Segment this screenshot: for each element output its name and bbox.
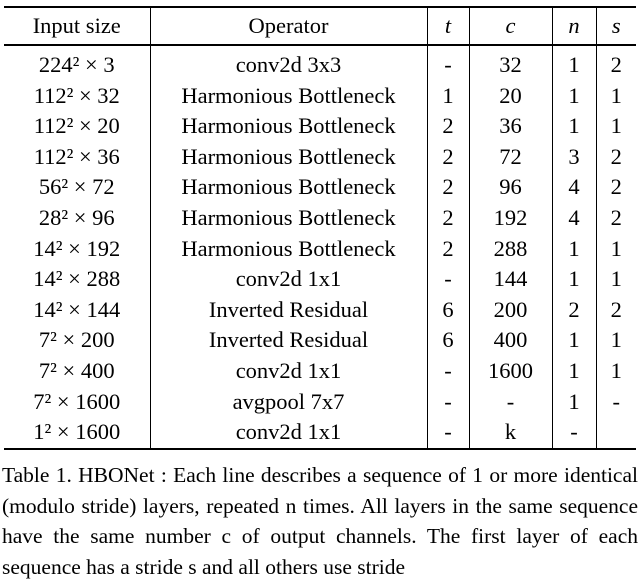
architecture-table bbox=[4, 6, 636, 450]
cell-input-size: 14² × 192 bbox=[4, 234, 150, 265]
table-row bbox=[4, 356, 636, 387]
table-row bbox=[4, 142, 636, 173]
cell-t: 1 bbox=[427, 81, 469, 112]
table-row bbox=[4, 203, 636, 234]
cell-c: 20 bbox=[469, 81, 552, 112]
cell-n: 4 bbox=[552, 203, 596, 234]
cell-operator: Harmonious Bottleneck bbox=[150, 81, 427, 112]
cell-n: 1 bbox=[552, 45, 596, 81]
cell-s: 1 bbox=[610, 266, 622, 292]
table-body bbox=[4, 45, 636, 449]
cell-s: 1 bbox=[610, 327, 622, 353]
cell-c: 200 bbox=[469, 295, 552, 326]
cell-input-size: 1² × 1600 bbox=[4, 417, 150, 449]
table-row bbox=[4, 45, 636, 81]
cell-n: 1 bbox=[552, 387, 596, 418]
table-caption: Table 1. HBONet : Each line describes a sequence of 1 or more identical (modulo stride) layers, repeated n times. All layers in the same sequence have the same number c of output channels. The first layer of each sequence has a stride s and all others use stride bbox=[2, 463, 638, 579]
cell-c: 72 bbox=[469, 142, 552, 173]
cell-input-size: 56² × 72 bbox=[4, 172, 150, 203]
cell-operator: Harmonious Bottleneck bbox=[150, 111, 427, 142]
cell-operator: Harmonious Bottleneck bbox=[150, 234, 427, 265]
cell-n: 1 bbox=[552, 81, 596, 112]
cell-c: 192 bbox=[469, 203, 552, 234]
cell-operator: conv2d 1x1 bbox=[150, 356, 427, 387]
cell-operator: conv2d 1x1 bbox=[150, 264, 427, 295]
table-row bbox=[4, 417, 636, 449]
cell-operator: Harmonious Bottleneck bbox=[150, 172, 427, 203]
cell-n: - bbox=[552, 417, 596, 449]
cell-c: - bbox=[469, 387, 552, 418]
cell-c: 36 bbox=[469, 111, 552, 142]
cell-n: 2 bbox=[552, 295, 596, 326]
cell-input-size: 112² × 32 bbox=[4, 81, 150, 112]
table-row bbox=[4, 111, 636, 142]
cell-t: - bbox=[427, 417, 469, 449]
cell-operator: Harmonious Bottleneck bbox=[150, 203, 427, 234]
table-row bbox=[4, 234, 636, 265]
cell-s: 2 bbox=[610, 204, 622, 230]
cell-t: 2 bbox=[427, 172, 469, 203]
header-n: n bbox=[552, 7, 596, 45]
cell-n: 1 bbox=[552, 264, 596, 295]
table-header-row bbox=[4, 7, 636, 45]
table-row bbox=[4, 264, 636, 295]
cell-c: 32 bbox=[469, 45, 552, 81]
table-row bbox=[4, 295, 636, 326]
cell-c: k bbox=[469, 417, 552, 449]
cell-c: 96 bbox=[469, 172, 552, 203]
table-row bbox=[4, 387, 636, 418]
cell-input-size: 14² × 144 bbox=[4, 295, 150, 326]
cell-operator: Inverted Residual bbox=[150, 325, 427, 356]
cell-operator: conv2d 1x1 bbox=[150, 417, 427, 449]
cell-input-size: 7² × 1600 bbox=[4, 387, 150, 418]
cell-n: 1 bbox=[552, 356, 596, 387]
cell-t: - bbox=[427, 264, 469, 295]
architecture-table-container bbox=[4, 6, 636, 450]
cell-input-size: 14² × 288 bbox=[4, 264, 150, 295]
cell-t: 2 bbox=[427, 111, 469, 142]
cell-input-size: 112² × 20 bbox=[4, 111, 150, 142]
cell-input-size: 112² × 36 bbox=[4, 142, 150, 173]
cell-t: - bbox=[427, 387, 469, 418]
cell-s: - bbox=[612, 388, 620, 414]
cell-t: 6 bbox=[427, 295, 469, 326]
cell-s: 1 bbox=[610, 235, 622, 261]
cell-n: 1 bbox=[552, 234, 596, 265]
cell-n: 1 bbox=[552, 111, 596, 142]
header-input-size: Input size bbox=[4, 7, 150, 45]
cell-operator: Harmonious Bottleneck bbox=[150, 142, 427, 173]
cell-input-size: 28² × 96 bbox=[4, 203, 150, 234]
cell-s: 1 bbox=[610, 357, 622, 383]
cell-input-size: 7² × 400 bbox=[4, 356, 150, 387]
cell-t: 2 bbox=[427, 142, 469, 173]
cell-t: 6 bbox=[427, 325, 469, 356]
cell-c: 288 bbox=[469, 234, 552, 265]
cell-t: 2 bbox=[427, 203, 469, 234]
cell-c: 400 bbox=[469, 325, 552, 356]
header-s: s bbox=[611, 13, 621, 38]
header-t: t bbox=[427, 7, 469, 45]
cell-s: 2 bbox=[610, 174, 622, 200]
header-c: c bbox=[469, 7, 552, 45]
cell-c: 144 bbox=[469, 264, 552, 295]
cell-s: 2 bbox=[610, 296, 622, 322]
cell-s bbox=[596, 417, 636, 449]
cell-operator: Inverted Residual bbox=[150, 295, 427, 326]
table-row bbox=[4, 325, 636, 356]
table-row bbox=[4, 81, 636, 112]
cell-s: 1 bbox=[610, 113, 622, 139]
cell-operator: avgpool 7x7 bbox=[150, 387, 427, 418]
cell-n: 3 bbox=[552, 142, 596, 173]
cell-s: 1 bbox=[610, 82, 622, 108]
cell-t: - bbox=[427, 45, 469, 81]
cell-input-size: 224² × 3 bbox=[4, 45, 150, 81]
header-operator: Operator bbox=[150, 7, 427, 45]
cell-input-size: 7² × 200 bbox=[4, 325, 150, 356]
cell-c: 1600 bbox=[469, 356, 552, 387]
cell-t: - bbox=[427, 356, 469, 387]
cell-s: 2 bbox=[610, 52, 622, 77]
cell-operator: conv2d 3x3 bbox=[150, 45, 427, 81]
cell-n: 1 bbox=[552, 325, 596, 356]
cell-t: 2 bbox=[427, 234, 469, 265]
cell-n: 4 bbox=[552, 172, 596, 203]
table-row bbox=[4, 172, 636, 203]
cell-s: 2 bbox=[610, 143, 622, 169]
